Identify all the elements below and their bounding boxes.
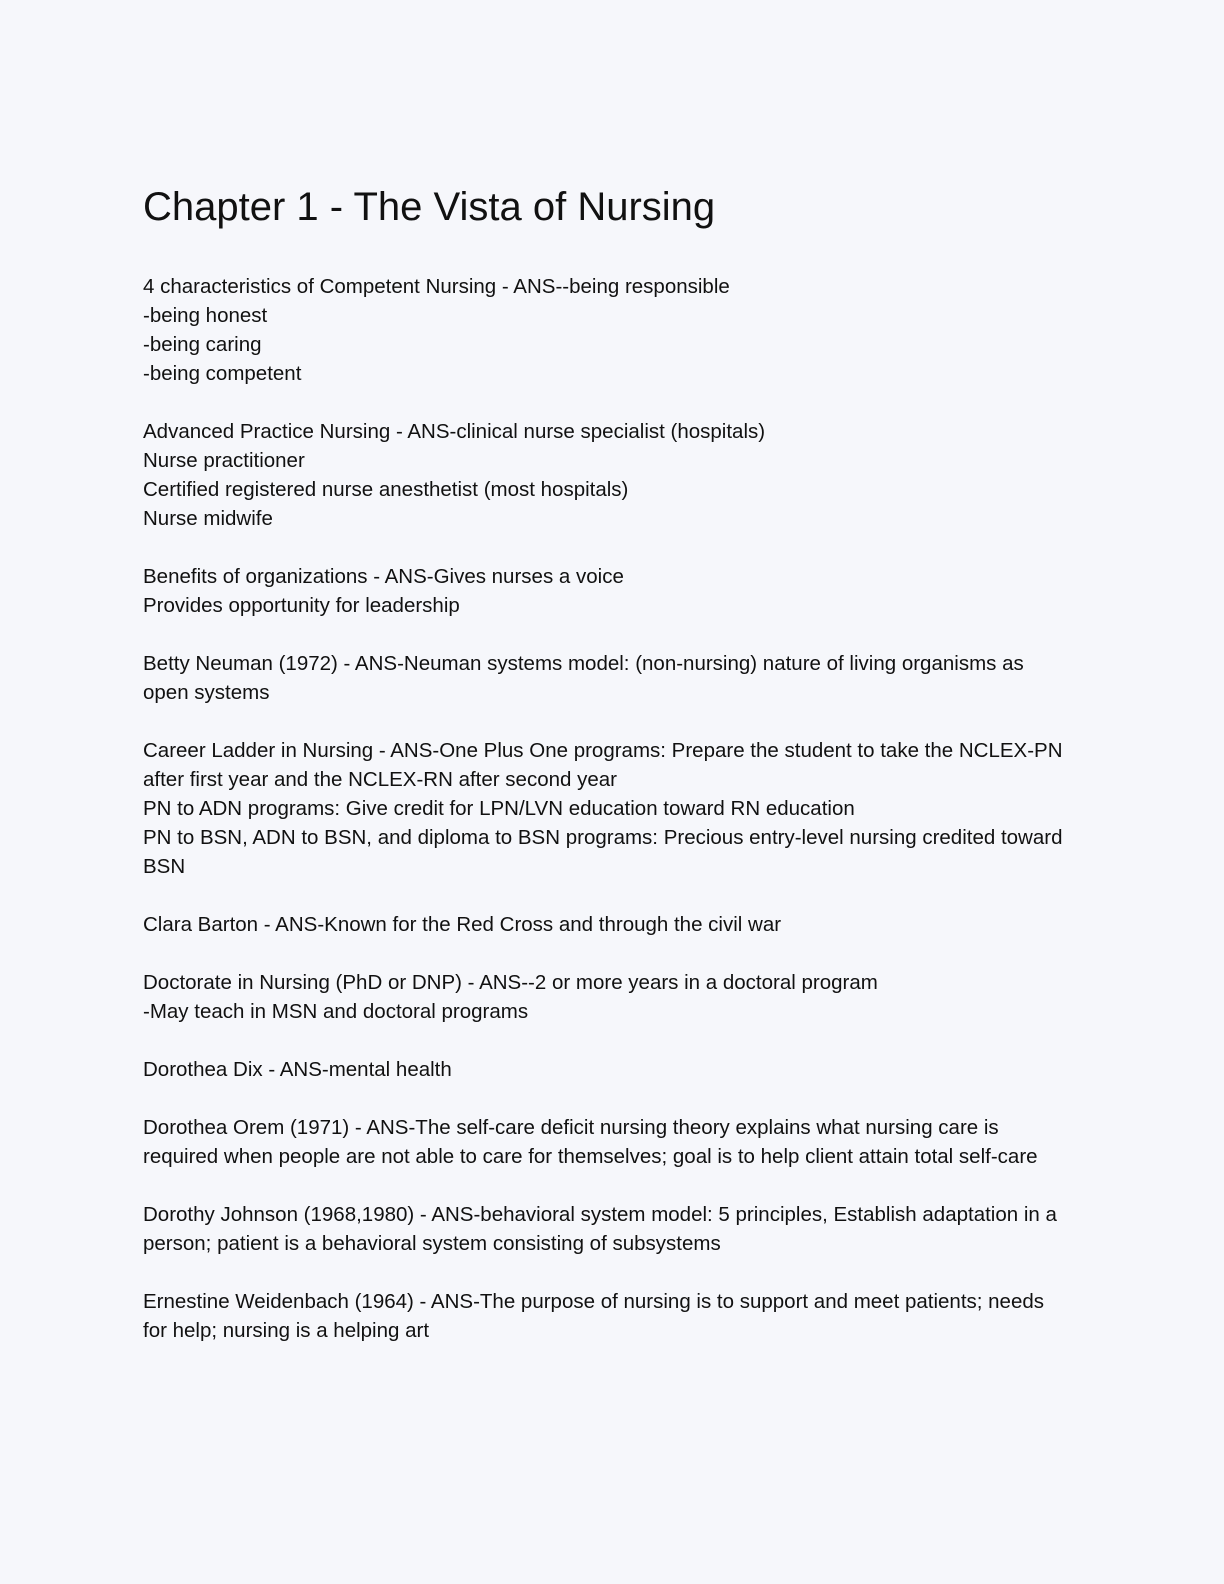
chapter-title: Chapter 1 - The Vista of Nursing: [143, 185, 716, 229]
entry-line: Ernestine Weidenbach (1964) - ANS-The purpose of nursing is to support and meet patients; needs for help; nursing is a helping art: [143, 1290, 1045, 1342]
entry-career-ladder: [143, 736, 1073, 881]
entry-doctorate: [143, 968, 1073, 1026]
entry-line: -May teach in MSN and doctoral programs: [143, 1000, 529, 1023]
entry-organizations: [143, 562, 1073, 620]
entry-competent-nursing: [143, 272, 1073, 388]
entry-line: PN to BSN, ADN to BSN, and diploma to BSN programs: Precious entry-level nursing credited toward BSN: [143, 826, 1063, 878]
entry-line: Clara Barton - ANS-Known for the Red Cross and through the civil war: [143, 913, 782, 936]
entry-line: Dorothea Dix - ANS-mental health: [143, 1058, 452, 1081]
entry-line: Certified registered nurse anesthetist (most hospitals): [143, 478, 629, 501]
entry-line: Dorothy Johnson (1968,1980) - ANS-behavioral system model: 5 principles, Establish adaptation in a person; patient is a behavioral system consisting of subsystems: [143, 1203, 1057, 1255]
entry-line: -being caring: [143, 333, 262, 356]
document-page: [143, 178, 1073, 1374]
entry-line: Provides opportunity for leadership: [143, 594, 460, 617]
entry-line: Doctorate in Nursing (PhD or DNP) - ANS--2 or more years in a doctoral program: [143, 971, 878, 994]
entry-dorothea-dix: [143, 1055, 1073, 1084]
entry-dorothy-johnson: [143, 1200, 1073, 1258]
entry-clara-barton: [143, 910, 1073, 939]
entry-dorothea-orem: [143, 1113, 1073, 1171]
entry-line: Dorothea Orem (1971) - ANS-The self-care deficit nursing theory explains what nursing care is required when people are not able to care for themselves; goal is to help client attain total self-care: [143, 1116, 1038, 1168]
entry-line: PN to ADN programs: Give credit for LPN/LVN education toward RN education: [143, 797, 855, 820]
entry-line: Career Ladder in Nursing - ANS-One Plus One programs: Prepare the student to take the NCLEX-PN after first year and the NCLEX-RN after second year: [143, 739, 1063, 791]
entry-line: Advanced Practice Nursing - ANS-clinical nurse specialist (hospitals): [143, 420, 766, 443]
entry-line: Nurse midwife: [143, 507, 273, 530]
entry-line: 4 characteristics of Competent Nursing - ANS--being responsible: [143, 275, 730, 298]
entry-line: -being honest: [143, 304, 268, 327]
entry-line: -being competent: [143, 362, 302, 385]
entry-ernestine-weidenbach: [143, 1287, 1073, 1345]
entry-betty-neuman: [143, 649, 1073, 707]
entry-advanced-practice: [143, 417, 1073, 533]
entry-line: Nurse practitioner: [143, 449, 305, 472]
entry-line: Betty Neuman (1972) - ANS-Neuman systems model: (non-nursing) nature of living organisms as open systems: [143, 652, 1024, 704]
entry-line: Benefits of organizations - ANS-Gives nurses a voice: [143, 565, 624, 588]
